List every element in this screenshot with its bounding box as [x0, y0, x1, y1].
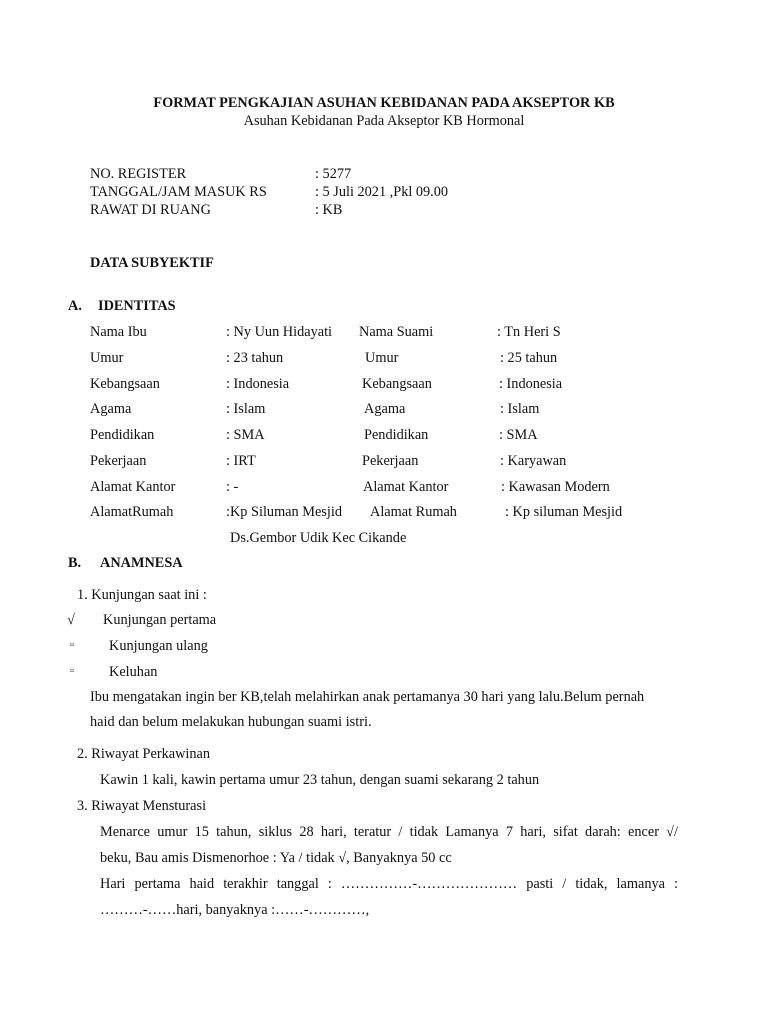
register-label-tanggal: TANGGAL/JAM MASUK RS: [90, 184, 267, 200]
document-title: FORMAT PENGKAJIAN ASUHAN KEBIDANAN PADA AKSEPTOR KB: [153, 95, 615, 111]
register-label-ruang: RAWAT DI RUANG: [90, 202, 211, 218]
identitas-value: : Tn Heri S: [497, 324, 561, 340]
register-label-no: NO. REGISTER: [90, 166, 187, 182]
identitas-label: Nama Ibu: [90, 324, 147, 340]
identitas-value: : Indonesia: [499, 376, 563, 392]
register-value-no: : 5277: [315, 166, 352, 182]
identitas-label: Nama Suami: [359, 324, 434, 340]
identitas-label: Alamat Kantor: [363, 479, 449, 495]
identitas-label: Agama: [90, 401, 132, 417]
identitas-label: Umur: [365, 350, 399, 366]
identitas-value: : Karyawan: [500, 453, 567, 469]
identitas-value: : Indonesia: [226, 376, 290, 392]
menstruasi-line: ………-……hari, banyaknya :……-…………,: [100, 902, 370, 918]
identitas-value: : Kp siluman Mesjid: [505, 504, 623, 520]
register-value-ruang: : KB: [315, 202, 343, 218]
identitas-label: Umur: [90, 350, 124, 366]
identitas-value: : Ny Uun Hidayati: [226, 324, 333, 340]
section-b-letter: B.: [68, 555, 82, 571]
identitas-value: : Islam: [500, 401, 540, 417]
empty-box-icon: ▫: [70, 639, 74, 651]
identitas-label: Pendidikan: [90, 427, 155, 443]
identitas-value: : Kawasan Modern: [501, 479, 610, 495]
identitas-label: Agama: [364, 401, 406, 417]
section-a-title: IDENTITAS: [98, 298, 176, 314]
check-mark-icon: √: [67, 612, 75, 628]
perkawinan-text: Kawin 1 kali, kawin pertama umur 23 tahun, dengan suami sekarang 2 tahun: [100, 772, 540, 788]
keluhan-text: Ibu mengatakan ingin ber KB,telah melahirkan anak pertamanya 30 hari yang lalu.Belum pernah: [90, 689, 645, 705]
section-b-title: ANAMNESA: [100, 555, 183, 571]
menstruasi-line: Hari pertama haid terakhir tanggal : ……………-………………… pasti / tidak, lamanya :: [100, 876, 678, 892]
menstruasi-line: beku, Bau amis Dismenorhoe : Ya / tidak √, Banyaknya 50 cc: [100, 850, 452, 866]
identitas-label: Pekerjaan: [90, 453, 147, 469]
identitas-value: :Kp Siluman Mesjid: [226, 504, 342, 520]
identitas-label: AlamatRumah: [90, 504, 174, 520]
section-a-letter: A.: [68, 298, 82, 314]
identitas-label: Kebangsaan: [362, 376, 432, 392]
identitas-label: Alamat Kantor: [90, 479, 176, 495]
kunjungan-option-label: Kunjungan ulang: [109, 638, 208, 654]
kunjungan-option-label: Keluhan: [109, 664, 158, 680]
data-subyektif-heading: DATA SUBYEKTIF: [90, 255, 214, 271]
register-value-tanggal: : 5 Juli 2021 ,Pkl 09.00: [315, 184, 449, 200]
identitas-value: : SMA: [499, 427, 538, 443]
identitas-value: : IRT: [226, 453, 256, 469]
identitas-value: : 25 tahun: [500, 350, 558, 366]
identitas-label: Pekerjaan: [362, 453, 419, 469]
identitas-label: Pendidikan: [364, 427, 429, 443]
perkawinan-heading: 2. Riwayat Perkawinan: [77, 746, 211, 762]
kunjungan-heading: 1. Kunjungan saat ini :: [77, 587, 207, 603]
keluhan-text: haid dan belum melakukan hubungan suami istri.: [90, 714, 372, 730]
alamat-continuation: Ds.Gembor Udik Kec Cikande: [230, 530, 407, 546]
identitas-value: : 23 tahun: [226, 350, 284, 366]
identitas-label: Kebangsaan: [90, 376, 160, 392]
menstruasi-line: Menarce umur 15 tahun, siklus 28 hari, teratur / tidak Lamanya 7 hari, sifat darah: encer √/: [100, 824, 678, 840]
kunjungan-option-label: Kunjungan pertama: [103, 612, 217, 628]
empty-box-icon: ▫: [70, 665, 74, 677]
identitas-value: : SMA: [226, 427, 265, 443]
identitas-value: : Islam: [226, 401, 266, 417]
document-subtitle: Asuhan Kebidanan Pada Akseptor KB Hormonal: [243, 113, 525, 129]
identitas-value: : -: [226, 479, 239, 495]
identitas-label: Alamat Rumah: [370, 504, 457, 520]
menstruasi-heading: 3. Riwayat Mensturasi: [77, 798, 207, 814]
